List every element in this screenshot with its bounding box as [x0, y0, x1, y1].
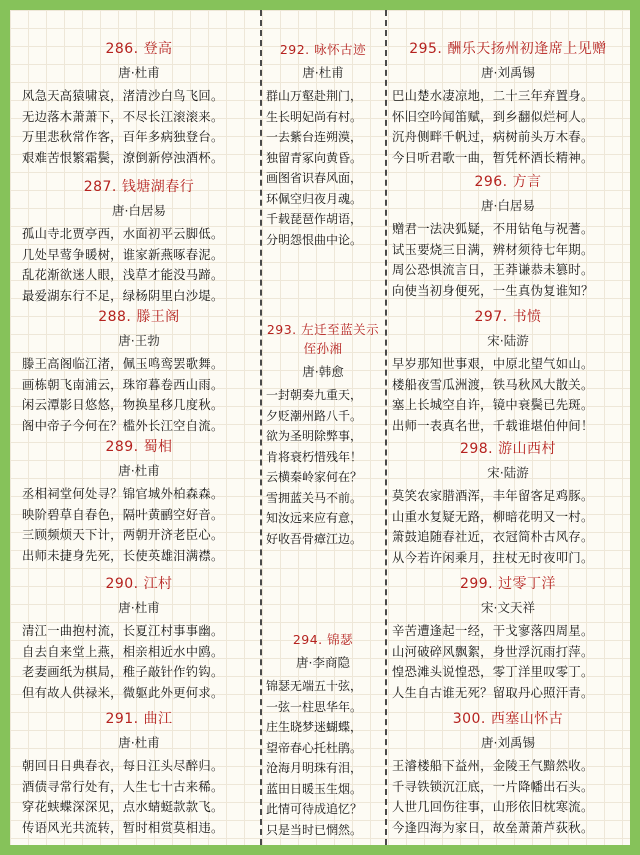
poem-line: 无边落木萧萧下，不尽长江滚滚来。	[22, 109, 224, 124]
poem-author: 唐·李商隐	[296, 655, 350, 670]
poem-lines	[392, 354, 624, 436]
poem-author: 唐·王勃	[118, 333, 160, 348]
poem-line: 周公恐惧流言日，王莽谦恭未篡时。	[392, 263, 594, 277]
poem-title	[392, 40, 624, 59]
poem-title	[392, 440, 624, 459]
poem-title	[22, 308, 256, 327]
poem-lines	[22, 621, 256, 703]
poem-title-text: 滕王阁	[136, 309, 180, 325]
poem-line: 楼船夜雪瓜洲渡，铁马秋风大散关。	[392, 377, 594, 392]
poem-author: 唐·白居易	[112, 203, 166, 218]
poem-line: 生长明妃尚有村。	[266, 109, 363, 124]
poem-title-text: 咏怀古迹	[314, 42, 367, 57]
poem-line: 朝回日日典春衣，每日江头尽醉归。	[22, 759, 224, 773]
poem	[266, 320, 380, 549]
poem-number: 289.	[105, 439, 139, 455]
poem-lines	[22, 354, 256, 436]
poem-line: 风急天高猿啸哀，渚清沙白鸟飞回。	[22, 89, 224, 103]
poem-line: 怀旧空吟闻笛赋，到乡翻似烂柯人。	[392, 109, 594, 124]
poem-line: 莫笑农家腊酒浑，丰年留客足鸡豚。	[392, 489, 594, 503]
poem-title	[22, 40, 256, 59]
poem-title	[266, 320, 380, 358]
poem-number: 300.	[452, 711, 486, 727]
poem-line: 穿花蛱蝶深深见，点水蜻蜓款款飞。	[22, 800, 224, 814]
poem	[392, 440, 624, 568]
poem	[22, 178, 256, 306]
poem-title-text: 酬乐天扬州初逢席上见赠	[447, 41, 607, 57]
column-divider-left	[260, 10, 262, 845]
poem-line: 巴山楚水凄凉地，二十三年弃置身。	[392, 89, 594, 103]
poem-title-text: 曲江	[143, 711, 173, 727]
poem-line: 试玉要烧三日满，辨材须待七年期。	[392, 242, 594, 257]
poem-line: 老妻画纸为棋局，稚子敲针作钓钩。	[22, 665, 224, 679]
poem-line: 环佩空归夜月魂。	[266, 191, 363, 206]
poem-line: 三顾频烦天下计，两朝开济老臣心。	[22, 528, 224, 542]
poem-line: 肯将衰朽惜残年！	[266, 449, 363, 464]
poem-line: 一封朝奏九重天，	[266, 388, 363, 402]
poem-title-text: 西塞山怀古	[490, 711, 564, 727]
poem-line: 望帝春心托杜鹃。	[266, 740, 363, 755]
poem-line: 艰难苦恨繁霜鬓，潦倒新停浊酒杯。	[22, 150, 224, 165]
poem	[392, 40, 624, 168]
poem-line: 知汝远来应有意，	[266, 511, 363, 525]
poem-title	[22, 438, 256, 457]
poem-line: 传语风光共流转，暂时相赏莫相违。	[22, 820, 224, 835]
poem-title-text: 登高	[143, 41, 173, 57]
poem-line: 乱花渐欲迷人眼，浅草才能没马蹄。	[22, 268, 224, 282]
poem-line: 千寻铁锁沉江底，一片降幡出石头。	[392, 779, 594, 794]
poem-line: 夕贬潮州路八千。	[266, 408, 363, 423]
poem-line: 山河破碎风飘絮，身世浮沉雨打萍。	[392, 644, 594, 659]
column-divider-right	[385, 10, 387, 845]
poem-number: 299.	[459, 576, 494, 592]
poem-column-left	[22, 10, 256, 845]
poem	[392, 308, 624, 436]
poem-title	[392, 173, 624, 192]
poem-title	[22, 710, 256, 729]
poem-line: 只是当时已惘然。	[266, 822, 363, 837]
poem-line: 山重水复疑无路，柳暗花明又一村。	[392, 509, 594, 524]
poem-title	[266, 40, 380, 59]
poem-title-text: 江村	[143, 576, 173, 592]
poem	[22, 40, 256, 168]
poem	[392, 575, 624, 703]
poem-line: 一弦一柱思华年。	[266, 699, 363, 714]
poem-line: 丞相祠堂何处寻？锦官城外柏森森。	[22, 487, 224, 501]
poem-lines	[266, 86, 380, 250]
poem-line: 自去自来堂上燕，相亲相近水中鸥。	[22, 644, 224, 659]
poem-author: 唐·白居易	[481, 198, 535, 213]
poem-column-middle	[266, 10, 380, 845]
poem-line: 蓝田日暖玉生烟。	[266, 781, 363, 796]
poem-title-text: 书愤	[512, 309, 542, 325]
poem-line: 好收吾骨瘴江边。	[266, 531, 363, 546]
poem-line: 孤山寺北贾亭西，水面初平云脚低。	[22, 227, 224, 241]
poem-lines	[392, 219, 624, 301]
poem	[392, 173, 624, 301]
poem-number: 292.	[279, 42, 310, 57]
poem-author: 唐·杜甫	[118, 735, 160, 750]
poem-title	[392, 308, 624, 327]
poem-author: 宋·陆游	[487, 465, 529, 480]
poem-lines	[266, 385, 380, 549]
poem-title-text: 方言	[512, 174, 542, 190]
poem-sheet	[10, 10, 630, 845]
poem-lines	[392, 621, 624, 703]
poem-line: 闲云潭影日悠悠，物换星移几度秋。	[22, 398, 224, 412]
poem-author: 唐·杜甫	[118, 65, 160, 80]
poem-title	[22, 178, 256, 197]
poem-title-text: 左迁至蓝关示侄孙湘	[301, 322, 380, 356]
poem-number: 295.	[409, 41, 443, 57]
poem-line: 最爱湖东行不足，绿杨阴里白沙堤。	[22, 288, 224, 303]
poem-line: 箫鼓追随春社近，衣冠简朴古风存。	[392, 530, 594, 544]
poem-line: 独留青冢向黄昏。	[266, 150, 363, 165]
poem-author: 宋·文天祥	[481, 600, 535, 615]
poem-author: 唐·韩愈	[302, 364, 344, 379]
poem-line: 出师一表真名世，千载谁堪伯仲间！	[392, 418, 594, 433]
poem-line: 沉舟侧畔千帆过，病树前头万木春。	[392, 130, 594, 144]
poem-line: 群山万壑赴荆门，	[266, 89, 363, 103]
poem-line: 今日听君歌一曲，暂凭杯酒长精神。	[392, 150, 594, 165]
poem	[392, 710, 624, 838]
poem-title-text: 钱塘湖春行	[121, 179, 195, 195]
poem-line: 万里悲秋常作客，百年多病独登台。	[22, 130, 224, 144]
poem-line: 庄生晓梦迷蝴蝶，	[266, 720, 363, 734]
poem-line: 滕王高阁临江渚，佩玉鸣鸾罢歌舞。	[22, 357, 224, 371]
poem-number: 286.	[105, 41, 139, 57]
poem-line: 分明怨恨曲中论。	[266, 232, 363, 247]
poem-number: 287.	[83, 179, 117, 195]
poem-line: 沧海月明珠有泪，	[266, 761, 363, 775]
poem-line: 云横秦岭家何在？	[266, 470, 363, 484]
poem-line: 雪拥蓝关马不前。	[266, 490, 363, 505]
poem-line: 一去紫台连朔漠，	[266, 130, 363, 144]
poem-line: 王濬楼船下益州，金陵王气黯然收。	[392, 759, 594, 773]
poem-lines	[22, 484, 256, 566]
poem-column-right	[392, 10, 624, 845]
poem-number: 294.	[292, 632, 323, 647]
poem-author: 宋·陆游	[487, 333, 529, 348]
poem-lines	[392, 86, 624, 168]
poem-number: 291.	[105, 711, 139, 727]
poem-line: 画栋朝飞南浦云，珠帘暮卷西山雨。	[22, 377, 224, 392]
poem	[22, 438, 256, 566]
poem-line: 欲为圣明除弊事，	[266, 429, 363, 443]
poem-author: 唐·杜甫	[118, 463, 160, 478]
poem-line: 早岁那知世事艰，中原北望气如山。	[392, 357, 594, 371]
poem-number: 296.	[474, 174, 508, 190]
poem-line: 向使当初身便死，一生真伪复谁知？	[392, 283, 594, 298]
poem-line: 几处早莺争暖树，谁家新燕啄春泥。	[22, 247, 224, 262]
poem-title-text: 游山西村	[498, 441, 557, 457]
poem-line: 阁中帝子今何在？槛外长江空自流。	[22, 418, 224, 433]
poem-line: 酒债寻常行处有，人生七十古来稀。	[22, 779, 224, 794]
poem-line: 塞上长城空自许，镜中衰鬓已先斑。	[392, 398, 594, 412]
poem-lines	[22, 224, 256, 306]
poem-author: 唐·杜甫	[118, 600, 160, 615]
poem-line: 映阶碧草自春色，隔叶黄鹂空好音。	[22, 507, 224, 522]
poem	[22, 308, 256, 436]
poem-line: 今逢四海为家日，故垒萧萧芦荻秋。	[392, 820, 594, 835]
poem-lines	[266, 676, 380, 840]
poem-lines	[22, 86, 256, 168]
poem-line: 从今若许闲乘月，拄杖无时夜叩门。	[392, 550, 594, 565]
poem-line: 此情可待成追忆？	[266, 802, 363, 816]
poem-title	[392, 710, 624, 729]
poem-title-text: 锦瑟	[327, 632, 354, 647]
poem-lines	[22, 756, 256, 838]
poem-author: 唐·刘禹锡	[481, 735, 535, 750]
poem-number: 290.	[105, 576, 139, 592]
poem-title	[266, 630, 380, 649]
poem-title-text: 蜀相	[143, 439, 173, 455]
poem-line: 人世几回伤往事，山形依旧枕寒流。	[392, 800, 594, 814]
poem-line: 清江一曲抱村流，长夏江村事事幽。	[22, 624, 224, 638]
poem-line: 惶恐滩头说惶恐，零丁洋里叹零丁。	[392, 665, 594, 679]
poem-lines	[392, 486, 624, 568]
poem-title	[392, 575, 624, 594]
poem-author: 唐·刘禹锡	[481, 65, 535, 80]
poem-line: 出师未捷身先死，长使英雄泪满襟。	[22, 548, 224, 563]
poem-number: 297.	[474, 309, 508, 325]
poem	[266, 630, 380, 840]
poem-number: 288.	[98, 309, 132, 325]
poem-author: 唐·杜甫	[302, 65, 344, 80]
poem-number: 293.	[266, 322, 297, 337]
poem-number: 298.	[459, 441, 494, 457]
poem-line: 人生自古谁无死？留取丹心照汗青。	[392, 685, 594, 700]
poem-line: 锦瑟无端五十弦，	[266, 679, 363, 693]
poem-line: 画图省识春风面，	[266, 171, 363, 185]
poem-line: 辛苦遭逢起一经，干戈寥落四周星。	[392, 624, 594, 638]
poem-line: 千载琵琶作胡语，	[266, 212, 363, 226]
poem-line: 但有故人供禄米，微躯此外更何求。	[22, 685, 224, 700]
poem-title	[22, 575, 256, 594]
poem	[266, 40, 380, 250]
poem-title-text: 过零丁洋	[498, 576, 557, 592]
poem-lines	[392, 756, 624, 838]
poem	[22, 575, 256, 703]
poem	[22, 710, 256, 838]
poem-line: 赠君一法决狐疑，不用钻龟与祝蓍。	[392, 222, 594, 236]
